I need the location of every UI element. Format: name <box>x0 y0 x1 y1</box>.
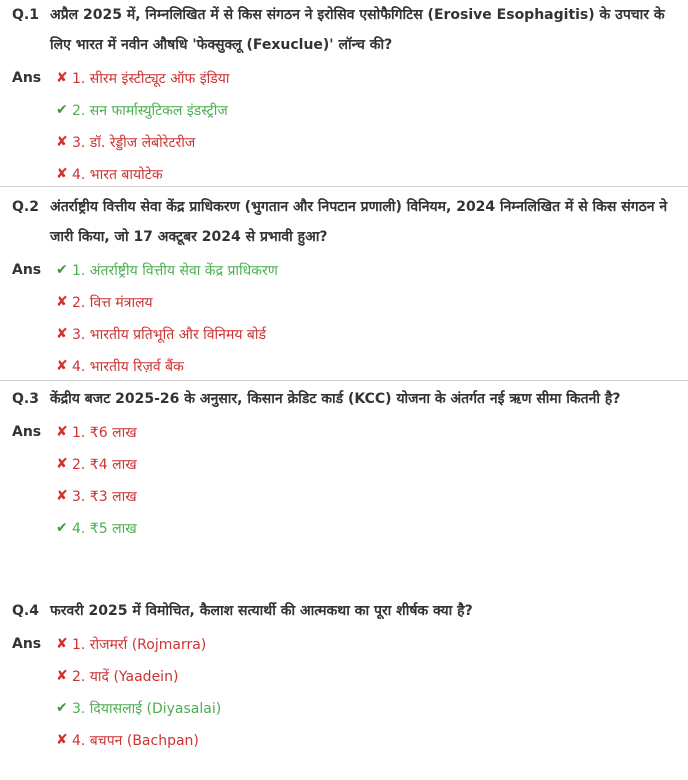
options-list <box>0 632 688 752</box>
question-text: अप्रैल 2025 में, निम्नलिखित में से किस संगठन ने इरोसिव एसोफैगिटिस (Erosive Esophagitis) के उपचार के लिए भारत में नवीन औषधि 'फेक्सुक्लू (Fexuclue)' लॉन्च की? <box>50 7 665 53</box>
cross-icon: ✘ <box>56 424 68 440</box>
section-divider <box>0 380 688 381</box>
option-label: 4. भारतीय रिज़र्व बैंक <box>72 358 184 375</box>
question-block <box>0 596 688 760</box>
question-header <box>0 596 688 626</box>
option-label: 4. ₹5 लाख <box>72 520 137 537</box>
option-item <box>56 696 688 720</box>
answer-label: Ans <box>12 70 42 86</box>
option-item <box>56 66 688 90</box>
question-block <box>0 0 688 194</box>
options-list <box>0 258 688 378</box>
option-item <box>56 452 688 476</box>
option-label: 1. सीरम इंस्टीट्यूट ऑफ इंडिया <box>72 70 230 87</box>
question-header <box>0 384 688 414</box>
question-header <box>0 0 688 60</box>
answer-label: Ans <box>12 424 42 440</box>
question-number: Q.1 <box>12 7 39 23</box>
option-label: 3. ₹3 लाख <box>72 488 137 505</box>
option-label: 2. यादें (Yaadein) <box>72 668 179 685</box>
options-list <box>0 420 688 540</box>
option-item <box>56 98 688 122</box>
option-label: 4. बचपन (Bachpan) <box>72 732 199 749</box>
cross-icon: ✘ <box>56 294 68 310</box>
option-label: 1. ₹6 लाख <box>72 424 137 441</box>
section-divider <box>0 186 688 187</box>
check-icon: ✔ <box>56 102 68 118</box>
check-icon: ✔ <box>56 700 68 716</box>
cross-icon: ✘ <box>56 326 68 342</box>
question-number: Q.4 <box>12 603 39 619</box>
option-label: 2. वित्त मंत्रालय <box>72 294 153 311</box>
option-item <box>56 632 688 656</box>
option-item <box>56 728 688 752</box>
question-number: Q.2 <box>12 199 39 215</box>
option-item <box>56 290 688 314</box>
question-text: फरवरी 2025 में विमोचित, कैलाश सत्यार्थी की आत्मकथा का पूरा शीर्षक क्या है? <box>50 603 473 619</box>
cross-icon: ✘ <box>56 70 68 86</box>
question-header <box>0 192 688 252</box>
option-item <box>56 354 688 378</box>
option-item <box>56 484 688 508</box>
answer-label: Ans <box>12 636 42 652</box>
cross-icon: ✘ <box>56 636 68 652</box>
option-item <box>56 420 688 444</box>
cross-icon: ✘ <box>56 456 68 472</box>
cross-icon: ✘ <box>56 668 68 684</box>
option-item <box>56 130 688 154</box>
option-item <box>56 516 688 540</box>
option-label: 4. भारत बायोटेक <box>72 166 163 183</box>
option-item <box>56 322 688 346</box>
question-block <box>0 192 688 386</box>
option-label: 2. सन फार्मास्युटिकल इंडस्ट्रीज <box>72 102 228 119</box>
cross-icon: ✘ <box>56 488 68 504</box>
option-item <box>56 258 688 282</box>
options-list <box>0 66 688 186</box>
cross-icon: ✘ <box>56 166 68 182</box>
option-label: 3. डॉ. रेड्डीज लेबोरेटरीज <box>72 134 196 151</box>
question-block <box>0 384 688 548</box>
option-label: 1. रोजमर्रा (Rojmarra) <box>72 636 207 653</box>
cross-icon: ✘ <box>56 732 68 748</box>
option-label: 3. दियासलाई (Diyasalai) <box>72 700 222 717</box>
question-text: अंतर्राष्ट्रीय वित्तीय सेवा केंद्र प्राधिकरण (भुगतान और निपटान प्रणाली) विनियम, 2024 निम्नलिखित में से किस संगठन ने जारी किया, जो 17 अक्टूबर 2024 से प्रभावी हुआ? <box>50 199 668 245</box>
check-icon: ✔ <box>56 262 68 278</box>
option-label: 1. अंतर्राष्ट्रीय वित्तीय सेवा केंद्र प्राधिकरण <box>72 262 278 279</box>
question-number: Q.3 <box>12 391 39 407</box>
check-icon: ✔ <box>56 520 68 536</box>
option-label: 3. भारतीय प्रतिभूति और विनिमय बोर्ड <box>72 326 267 343</box>
option-item <box>56 162 688 186</box>
cross-icon: ✘ <box>56 134 68 150</box>
option-item <box>56 664 688 688</box>
question-text: केंद्रीय बजट 2025-26 के अनुसार, किसान क्रेडिट कार्ड (KCC) योजना के अंतर्गत नई ऋण सीमा कितनी है? <box>50 391 621 407</box>
cross-icon: ✘ <box>56 358 68 374</box>
answer-label: Ans <box>12 262 42 278</box>
option-label: 2. ₹4 लाख <box>72 456 137 473</box>
